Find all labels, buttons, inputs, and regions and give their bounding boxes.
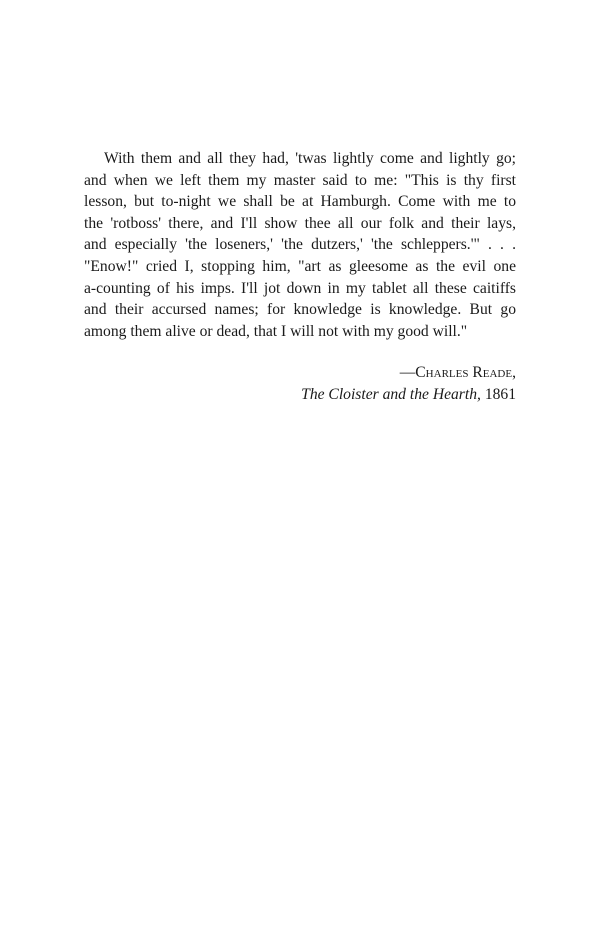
work-title: The Cloister and the Hearth, (301, 385, 481, 403)
quote-line: and when we left them my master said to me: "This is thy first (84, 171, 516, 189)
quote-line: lesson, but to-night we shall be at Hamburgh. Come with me to (84, 193, 516, 211)
epigraph-quote (84, 148, 516, 342)
quote-line: "Enow!" cried I, stopping him, "art as gleesome as the evil one (84, 257, 516, 275)
quote-line: and especially 'the loseners,' 'the dutzers,' 'the schleppers.'" . . . (84, 236, 516, 254)
attribution-dash: — (399, 364, 416, 381)
quote-line: and their accursed names; for knowledge is knowledge. But go (84, 301, 516, 319)
quote-line: the 'rotboss' there, and I'll show thee all our folk and their lays, (84, 214, 516, 232)
attribution-author-line (301, 362, 516, 384)
quote-line: a-counting of his imps. I'll jot down in my tablet all these caitiffs (84, 279, 516, 297)
author-name: Charles Reade, (415, 364, 516, 381)
quote-line: With them and all they had, 'twas lightly come and lightly go; (104, 150, 516, 167)
quote-line: among them alive or dead, that I will not with my good will." (84, 322, 468, 340)
attribution-source-line (301, 384, 516, 406)
attribution (301, 362, 516, 405)
publication-year: 1861 (484, 385, 516, 403)
